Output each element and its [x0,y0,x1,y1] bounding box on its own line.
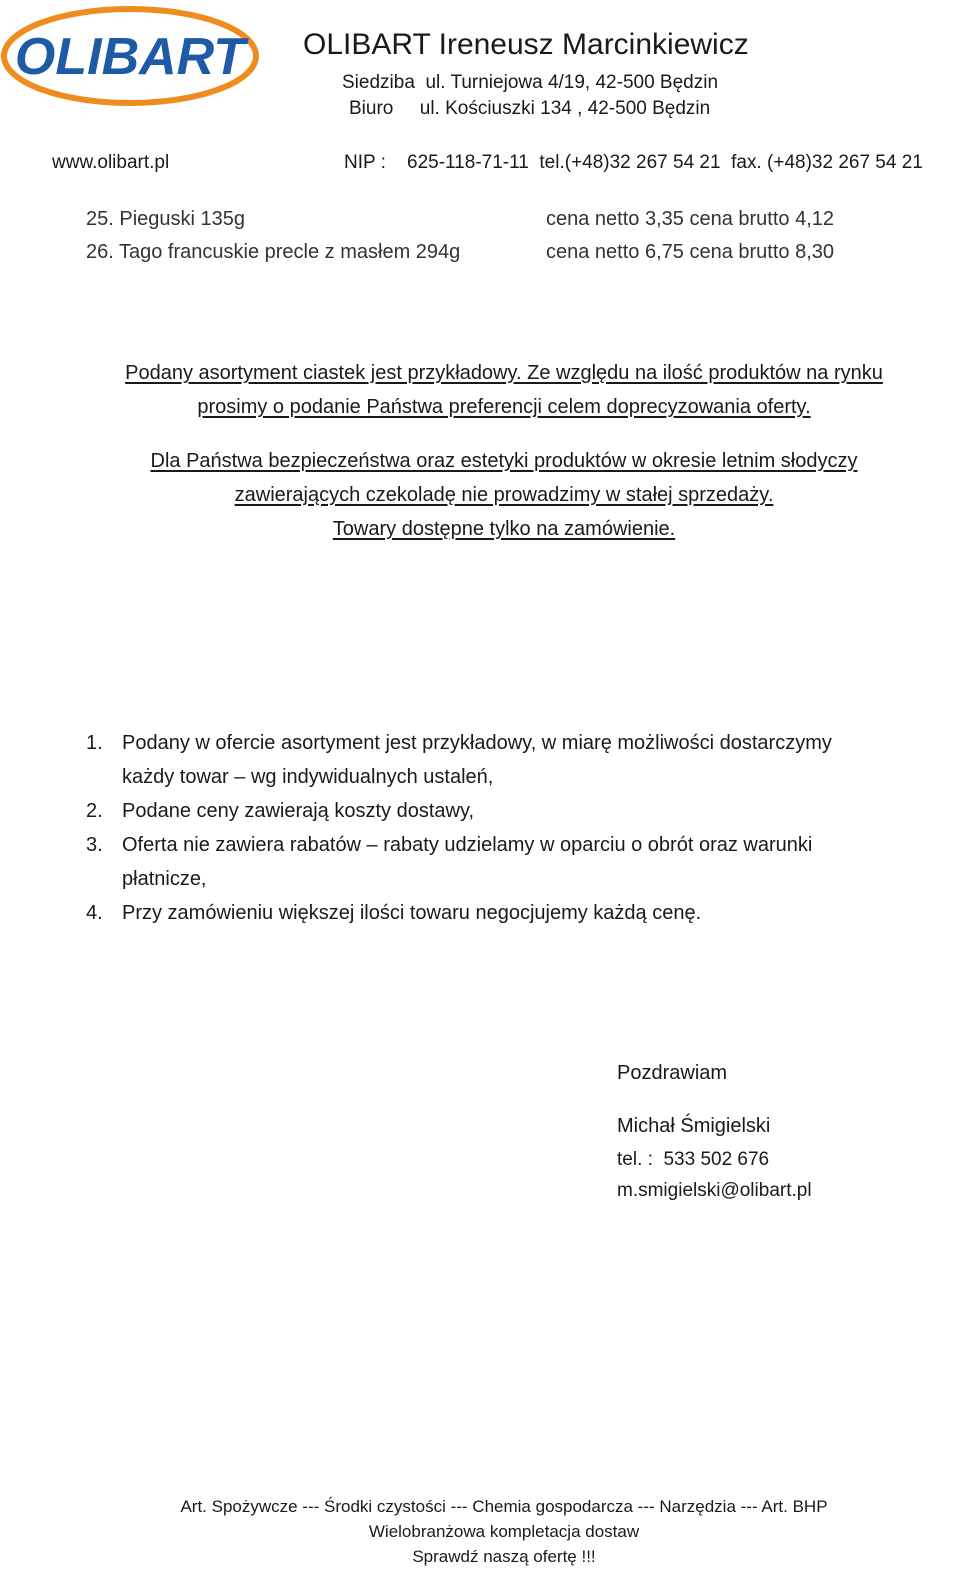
signature-email[interactable]: m.smigielski@olibart.pl [617,1180,812,1201]
condition-text: Podany w ofercie asortyment jest przykładowy, w miarę możliwości dostarczymy [122,732,832,754]
footer-tagline: Wielobranżowa kompletacja dostaw [368,1522,640,1541]
signature-name: Michał Śmigielski [617,1115,771,1137]
logo-text: OLIBART [14,28,246,86]
company-name: OLIBART Ireneusz Marcinkiewicz [303,28,749,61]
condition-text: Podane ceny zawierają koszty dostawy, [122,800,475,822]
condition-text-continued: każdy towar – wg indywidualnych ustaleń, [122,766,494,788]
address-office: Biuro ul. Kościuszki 134 , 42-500 Będzin [349,98,711,119]
product-name: 25. Pieguski 135g [86,208,246,230]
address-headquarters: Siedziba ul. Turniejowa 4/19, 42-500 Będzin [342,72,719,93]
condition-text: Przy zamówieniu większej ilości towaru negocjujemy każdą cenę. [122,902,702,924]
condition-number: 4. [86,902,103,924]
notice-line: Podany asortyment ciastek jest przykładowy. Ze względu na ilość produktów na rynku [125,362,883,384]
product-price: cena netto 3,35 cena brutto 4,12 [546,208,834,230]
notice-line: prosimy o podanie Państwa preferencji celem doprecyzowania oferty. [197,396,811,418]
signature-greeting: Pozdrawiam [617,1062,728,1084]
footer-categories: Art. Spożywcze --- Środki czystości --- Chemia gospodarcza --- Narzędzia --- Art. BHP [180,1497,828,1516]
condition-text: Oferta nie zawiera rabatów – rabaty udzielamy w oparciu o obrót oraz warunki [122,834,813,856]
condition-number: 1. [86,732,103,754]
product-name: 26. Tago francuskie precle z masłem 294g [86,241,461,263]
footer-call-to-action: Sprawdź naszą ofertę !!! [412,1547,596,1566]
notice-line: Dla Państwa bezpieczeństwa oraz estetyki produktów w okresie letnim słodyczy [150,450,858,472]
nip-phone-fax: NIP : 625-118-71-11 tel.(+48)32 267 54 21 fax. (+48)32 267 54 21 [344,152,923,173]
condition-number: 3. [86,834,103,856]
notice-line: zawierających czekoladę nie prowadzimy w stałej sprzedaży. [234,484,774,506]
olibart-logo [0,4,264,108]
website-link[interactable]: www.olibart.pl [52,152,170,173]
signature-phone: tel. : 533 502 676 [617,1149,770,1170]
notice-line: Towary dostępne tylko na zamówienie. [332,518,676,540]
condition-text-continued: płatnicze, [122,868,207,890]
condition-number: 2. [86,800,103,822]
product-price: cena netto 6,75 cena brutto 8,30 [546,241,834,263]
